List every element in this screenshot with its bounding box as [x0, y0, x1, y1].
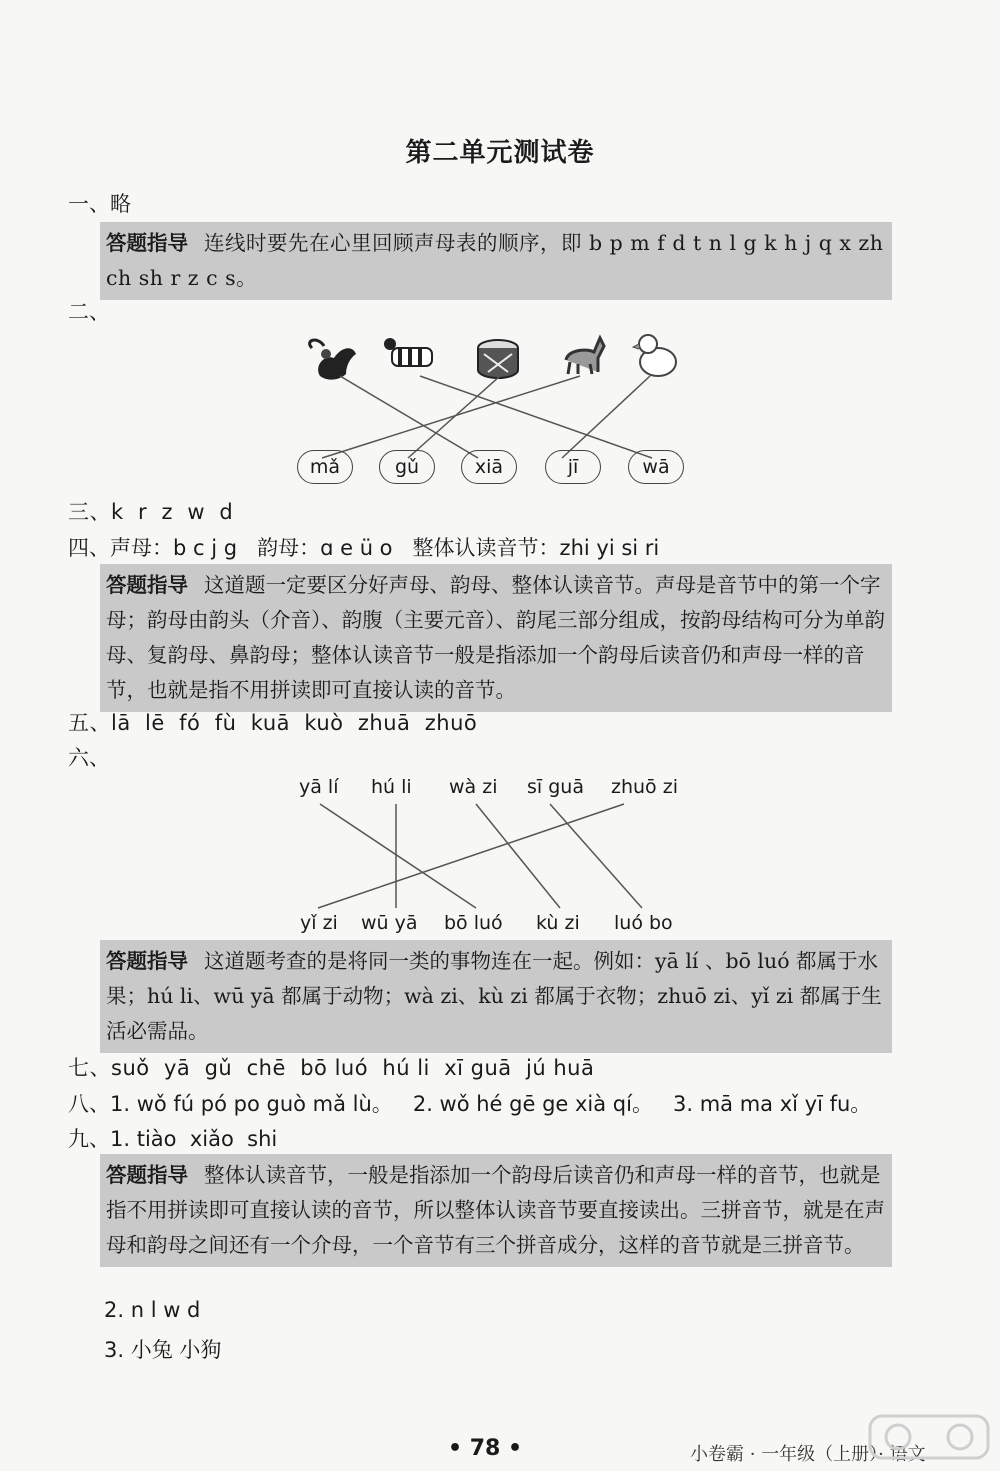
guidance-label: 答题指导 — [106, 231, 188, 255]
drum-icon — [478, 340, 518, 378]
question-9 — [68, 1123, 277, 1153]
question-number: 八、 — [68, 1092, 110, 1116]
question-4 — [68, 532, 659, 562]
answer-guidance-6 — [100, 940, 892, 1053]
word-top: wà zi — [449, 776, 498, 798]
answer-text: k r z w d — [111, 500, 234, 524]
page-number: • 78 • — [448, 1436, 523, 1461]
word-bottom: yǐ zi — [300, 912, 338, 934]
horse-icon — [566, 338, 604, 374]
match-line — [550, 804, 642, 908]
guidance-text: 连线时要先在心里回顾声母表的顺序，即 b p m f d t n l g k h j q x zh ch sh r z c s。 — [106, 231, 884, 290]
question-number: 三、 — [68, 500, 111, 524]
syllable-bubble: xiā — [461, 450, 517, 484]
guidance-text: 这道题一定要区分好声母、韵母、整体认读音节。声母是音节中的第一个字母；韵母由韵头（介音）、韵腹（主要元音）、韵尾三部分组成，按韵母结构可分为单韵母、复韵母、鼻韵母；整体认读音节一般是指添加一个韵母后读音仍和声母一样的音节，也就是指不用拼读即可直接认读的音节。 — [106, 573, 885, 702]
word-bottom: wū yā — [361, 912, 418, 934]
answer-9-part-2: 2. n l w d — [104, 1298, 201, 1322]
answer-text: 1. wǒ fú pó po guò mǎ lù。 2. wǒ hé gē ge xià qí。 3. mā ma xǐ yī fu。 — [110, 1092, 872, 1116]
answer-guidance-9 — [100, 1154, 892, 1267]
question-2 — [68, 296, 110, 326]
guidance-text: 整体认读音节，一般是指添加一个韵母后读音仍和声母一样的音节，也就是指不用拼读即可直接认读的音节，所以整体认读音节要直接读出。三拼音节，就是在声母和韵母之间还有一个介母，一个音节有三个拼音成分，这样的音节就是三拼音节。 — [106, 1163, 885, 1257]
match-line — [476, 804, 560, 908]
answer-text: 1. tiào xiǎo shi — [110, 1127, 278, 1151]
answer-9-part-3: 3. 小兔 小狗 — [104, 1338, 222, 1362]
question-6 — [68, 742, 110, 772]
chick-icon — [633, 335, 676, 376]
answer-text: suǒ yā gǔ chē bō luó hú li xī guā jú huā — [111, 1056, 595, 1080]
question-5 — [68, 707, 477, 737]
question-number: 一、 — [68, 192, 110, 216]
zebra-icon — [384, 338, 432, 366]
answer-guidance-1 — [100, 222, 892, 300]
question-number: 七、 — [68, 1056, 111, 1080]
match-line — [318, 804, 624, 908]
matching-diagram-words — [290, 800, 710, 915]
word-bottom: luó bo — [614, 912, 673, 934]
question-number: 二、 — [68, 300, 110, 324]
word-top: hú li — [371, 776, 412, 798]
answer-text: 声母：b c j g 韵母：ɑ e ü o 整体认读音节：zhi yi si ri — [110, 536, 660, 560]
guidance-label: 答题指导 — [106, 573, 188, 597]
syllable-bubble: gǔ — [379, 450, 435, 484]
answer-text: 略 — [110, 192, 131, 216]
syllable-bubble: wā — [628, 450, 684, 484]
guidance-label: 答题指导 — [106, 949, 188, 973]
watermark-logo-icon — [868, 1412, 990, 1462]
syllable-bubble: jī — [545, 450, 601, 484]
word-top: yā lí — [299, 776, 339, 798]
question-number: 五、 — [68, 711, 111, 735]
question-3 — [68, 496, 233, 526]
answer-text: lā lē fó fù kuā kuò zhuā zhuō — [111, 711, 478, 735]
word-top: zhuō zi — [611, 776, 678, 798]
guidance-label: 答题指导 — [106, 1163, 188, 1187]
word-bottom: kù zi — [536, 912, 580, 934]
question-1 — [68, 188, 131, 218]
squirrel-icon — [310, 340, 356, 380]
question-8 — [68, 1088, 871, 1118]
syllable-bubble: mǎ — [297, 450, 353, 484]
question-number: 六、 — [68, 746, 110, 770]
match-line — [562, 376, 650, 458]
word-top: sī guā — [527, 776, 584, 798]
guidance-text: 这道题考查的是将同一类的事物连在一起。例如：yā lí 、bō luó 都属于水果；hú li、wū yā 都属于动物；wà zi、kù zi 都属于衣物；zhuō zi、yǐ zi 都属于生活必需品。 — [106, 949, 882, 1043]
book-name: 小卷霸 · 一年级（上册）· 语文 — [690, 1444, 926, 1465]
question-7 — [68, 1052, 594, 1082]
question-number: 四、 — [68, 536, 110, 560]
page-title: 第二单元测试卷 — [405, 138, 595, 168]
match-line — [320, 804, 476, 908]
answer-guidance-4 — [100, 564, 892, 712]
word-bottom: bō luó — [444, 912, 503, 934]
question-number: 九、 — [68, 1127, 110, 1151]
